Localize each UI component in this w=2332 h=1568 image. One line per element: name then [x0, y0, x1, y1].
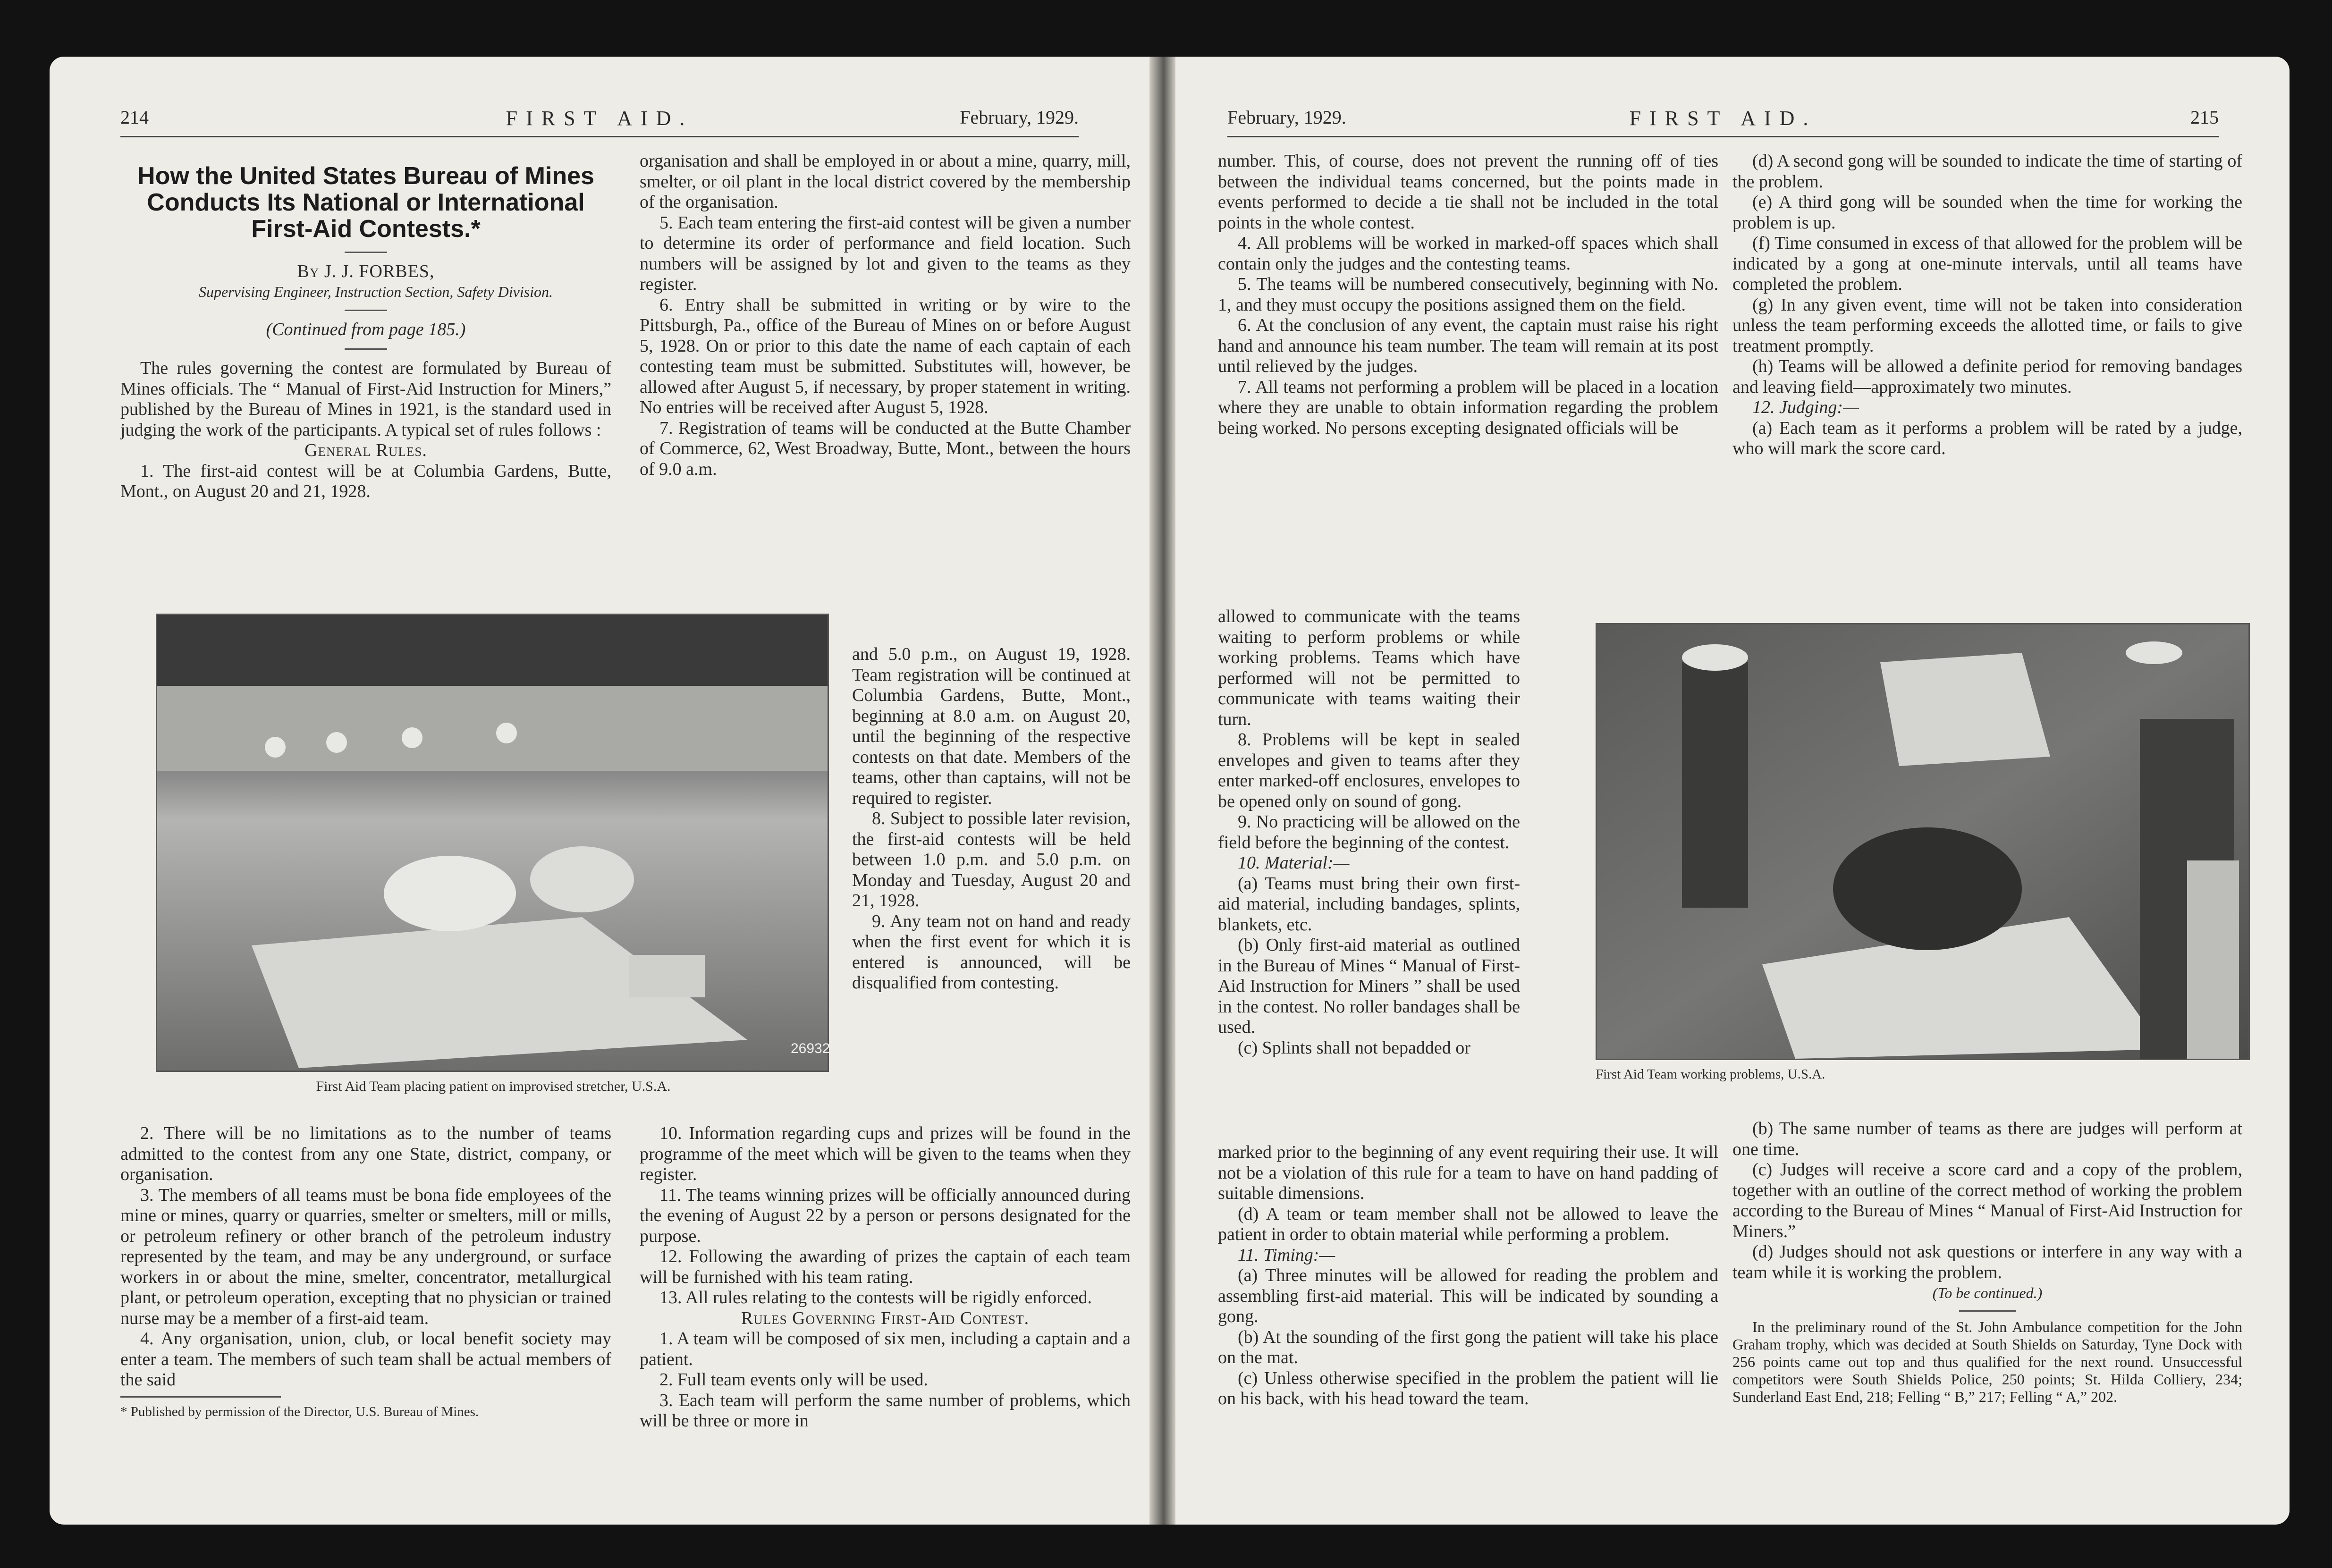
paragraph: (h) Teams will be allowed a definite period for removing bandages and leaving field—approximately two minutes. — [1732, 356, 2242, 397]
continued-from: (Continued from page 185.) — [266, 319, 466, 339]
right-page-number: 215 — [2190, 107, 2219, 128]
to-be-continued: (To be continued.) — [1932, 1284, 2043, 1301]
paragraph: (b) At the sounding of the first gong the patient will take his place on the mat. — [1218, 1327, 1718, 1367]
paragraph: 1. A team will be composed of six men, including a captain and a patient. — [640, 1329, 1131, 1369]
paragraph: 3. Each team will perform the same number of problems, which will be three or more in — [640, 1390, 1131, 1431]
byline: By J. J. FORBES, — [297, 261, 435, 281]
right-page — [1175, 57, 2290, 1525]
paragraph: 4. All problems will be worked in marked-off spaces which shall contain only the judges and the contesting teams. — [1218, 233, 1718, 274]
paragraph: 2. There will be no limitations as to the number of teams admitted to the contest from any one State, district, company, or organisation. — [120, 1123, 611, 1184]
article-title: How the United States Bureau of Mines Conducts Its National or International First-Aid Contests.* — [137, 162, 594, 243]
paragraph: 1. The first-aid contest will be at Columbia Gardens, Butte, Mont., on August 20 and 21, 1928. — [120, 461, 611, 501]
paragraph: allowed to communicate with the teams waiting to perform problems or while working problems. Teams which have performed will not be permitted to communicate with teams waiting their turn. — [1218, 607, 1520, 729]
paragraph: 9. No practicing will be allowed on the field before the beginning of the contest. — [1218, 812, 1520, 852]
paragraph: 13. All rules relating to the contests will be rigidly enforced. — [659, 1288, 1092, 1307]
photo-working-problems — [1596, 623, 2250, 1060]
photo-number: 26932 — [791, 1041, 830, 1056]
left-column-1-top — [120, 163, 611, 502]
book-gutter — [1149, 57, 1175, 1525]
byline-divider — [345, 310, 387, 311]
paragraph: 7. Registration of teams will be conducted at the Butte Chamber of Commerce, 62, West Broadway, Butte, Mont., between the hours of 9.0 a.m. — [640, 418, 1131, 479]
right-header-rule — [1227, 136, 2219, 137]
paragraph: 5. The teams will be numbered consecutively, beginning with No. 1, and they must occupy the positions assigned them on the field. — [1218, 274, 1718, 315]
paragraph: 8. Subject to possible later revision, the first-aid contests will be held between 1.0 p.m. and 5.0 p.m. on Monday and Tuesday, August 20 and 21, 1928. — [852, 809, 1131, 910]
paragraph: (a) Each team as it performs a problem will be rated by a judge, who will mark the score card. — [1732, 418, 2242, 458]
paragraph: 2. Full team events only will be used. — [659, 1370, 928, 1390]
paragraph: number. This, of course, does not prevent the running off of ties between the individual teams concerned, but the points made in events performed to decide a tie shall not be included in the total points in the whole contest. — [1218, 151, 1718, 233]
byline-role: Supervising Engineer, Instruction Section, Safety Division. — [198, 283, 553, 300]
paragraph: (d) A team or team member shall not be allowed to leave the patient in order to obtain material while performing a problem. — [1218, 1204, 1718, 1244]
paragraph: 8. Problems will be kept in sealed envelopes and given to teams after they enter marked-off enclosures, envelopes to be opened only on sound of gong. — [1218, 730, 1520, 811]
paragraph: 5. Each team entering the first-aid contest will be given a number to determine its order of performance and field location. Such numbers will be assigned by lot and given to the teams as they register. — [640, 212, 1131, 294]
subheading-timing: 11. Timing:— — [1238, 1245, 1335, 1265]
left-issue-date: February, 1929. — [960, 107, 1079, 128]
left-page — [50, 57, 1149, 1525]
right-journal-title: FIRST AID. — [1629, 107, 1817, 130]
paragraph: (a) Teams must bring their own first-aid material, including bandages, splints, blankets, etc. — [1218, 873, 1520, 935]
footnote: * Published by permission of the Director, U.S. Bureau of Mines. — [120, 1404, 479, 1419]
paragraph: organisation and shall be employed in or about a mine, quarry, mill, smelter, or oil plant in the local district covered by the membership of the organisation. — [640, 151, 1131, 212]
photo-stretcher-caption: First Aid Team placing patient on improvised stretcher, U.S.A. — [316, 1079, 671, 1094]
news-note: In the preliminary round of the St. John Ambulance competition for the John Graham trophy, which was decided at South Shields on Saturday, Tyne Dock with 256 points came out top and thus qualified for the next round. Unsuccessful competitors were South Shields Police, 250 points; St. Hilda Colliery, 234; Sunderland East End, 218; Felling “ B,” 217; Felling “ A,” 202. — [1732, 1318, 2242, 1405]
paragraph: (d) Judges should not ask questions or interfere in any way with a team while it is working the problem. — [1732, 1242, 2242, 1282]
paragraph: (f) Time consumed in excess of that allowed for the problem will be indicated by a gong at one-minute intervals, until all teams have completed the problem. — [1732, 233, 2242, 294]
paragraph: 4. Any organisation, union, club, or local benefit society may enter a team. The members of such team shall be actual members of the said — [120, 1329, 611, 1390]
right-column-1-bottom — [1218, 1142, 1718, 1409]
paragraph: (b) The same number of teams as there are judges will perform at one time. — [1732, 1119, 2242, 1159]
left-column-2-narrow — [852, 644, 1131, 994]
note-divider — [1959, 1310, 2016, 1312]
left-column-2-bottom — [640, 1123, 1131, 1432]
paragraph: (d) A second gong will be sounded to indicate the time of starting of the problem. — [1732, 151, 2242, 192]
footnote-rule — [120, 1396, 281, 1398]
paragraph: (c) Unless otherwise specified in the problem the patient will lie on his back, with his head toward the team. — [1218, 1368, 1718, 1408]
right-column-1-narrow — [1218, 607, 1520, 1058]
photo-working-problems-caption: First Aid Team working problems, U.S.A. — [1596, 1067, 1825, 1082]
photo-stretcher-image — [157, 615, 828, 1071]
left-header-rule — [120, 136, 1079, 137]
left-column-1-bottom — [120, 1123, 611, 1420]
right-column-2-bottom — [1732, 1119, 2242, 1406]
paragraph: 10. Information regarding cups and prizes will be found in the programme of the meet which will be given to the teams when they register. — [640, 1123, 1131, 1184]
paragraph: 6. Entry shall be submitted in writing or by wire to the Pittsburgh, Pa., office of the Bureau of Mines on or before August 5, 1928. On or prior to this date the name of each captain of each contesting team must be submitted. Substitutes will, however, be allowed after August 5, if necessary, by proper statement in writing. No entries will be received after August 5, 1928. — [640, 295, 1131, 417]
left-running-head — [120, 106, 1079, 139]
section-heading: Rules Governing First-Aid Contest. — [741, 1308, 1030, 1328]
right-column-1-top — [1218, 151, 1718, 438]
paragraph: marked prior to the beginning of any event requiring their use. It will not be a violation of this rule for a team to have on hand padding of suitable dimensions. — [1218, 1142, 1718, 1203]
paragraph: (b) Only first-aid material as outlined in the Bureau of Mines “ Manual of First-Aid Instruction for Miners ” shall be used in the contest. No roller bandages shall be used. — [1218, 935, 1520, 1037]
right-issue-date: February, 1929. — [1227, 107, 1346, 128]
paragraph: The rules governing the contest are formulated by Bureau of Mines officials. The “ Manual of First-Aid Instruction for Miners,” published by the Bureau of Mines in 1921, is the standard used in judging the work of the participants. A typical set of rules follows : — [120, 358, 611, 440]
paragraph: 12. Following the awarding of prizes the captain of each team will be furnished with his team rating. — [640, 1247, 1131, 1287]
paragraph: 9. Any team not on hand and ready when the first event for which it is entered is announced, will be disqualified from contesting. — [852, 911, 1131, 993]
title-divider — [345, 252, 387, 253]
subheading-judging: 12. Judging:— — [1752, 397, 1859, 417]
paragraph: 11. The teams winning prizes will be officially announced during the evening of August 22 by a person or persons designated for the purpose. — [640, 1185, 1131, 1246]
paragraph: (a) Three minutes will be allowed for reading the problem and assembling first-aid material. This will be indicated by sounding a gong. — [1218, 1265, 1718, 1326]
subheading-material: 10. Material:— — [1238, 853, 1350, 873]
section-heading: General Rules. — [304, 440, 427, 460]
paragraph: (g) In any given event, time will not be taken into consideration unless the team performing exceeds the allotted time, or fails to give treatment promptly. — [1732, 295, 2242, 356]
paragraph: (c) Judges will receive a score card and a copy of the problem, together with an outline of the correct method of working the problem according to the Bureau of Mines “ Manual of First-Aid Instruction for Miners.” — [1732, 1160, 2242, 1241]
left-journal-title: FIRST AID. — [506, 107, 693, 130]
left-column-2-top — [640, 151, 1131, 480]
right-running-head — [1227, 106, 2219, 139]
paragraph: (e) A third gong will be sounded when the time for working the problem is up. — [1732, 192, 2242, 233]
right-column-2-top — [1732, 151, 2242, 459]
photo-stretcher — [156, 614, 829, 1072]
left-page-number: 214 — [120, 107, 149, 128]
paragraph: 6. At the conclusion of any event, the captain must raise his right hand and announce his team number. The team will remain at its post until relieved by the judges. — [1218, 315, 1718, 376]
photo-working-problems-image — [1597, 624, 2248, 1059]
paragraph: and 5.0 p.m., on August 19, 1928. Team registration will be continued at Columbia Gardens, Butte, Mont., beginning at 8.0 a.m. on August 20, until the beginning of the respective contests on that date. Members of the teams, other than captains, will not be required to register. — [852, 644, 1131, 808]
paragraph: 3. The members of all teams must be bona fide employees of the mine or mines, quarry or quarries, smelter or smelters, mill or mills, or petroleum refinery or other branch of the petroleum industry represented by the team, and may be any underground, or surface workers in or about the mine, smelter, concentrator, metallurgical plant, or petroleum operation, excepting that no physician or trained nurse may be a member of a first-aid team. — [120, 1185, 611, 1328]
paragraph: 7. All teams not performing a problem will be placed in a location where they are unable to obtain information regarding the problem being worked. No persons excepting designated officials will be — [1218, 377, 1718, 438]
paragraph: (c) Splints shall not bepadded or — [1238, 1037, 1470, 1058]
intro-divider — [345, 348, 387, 350]
